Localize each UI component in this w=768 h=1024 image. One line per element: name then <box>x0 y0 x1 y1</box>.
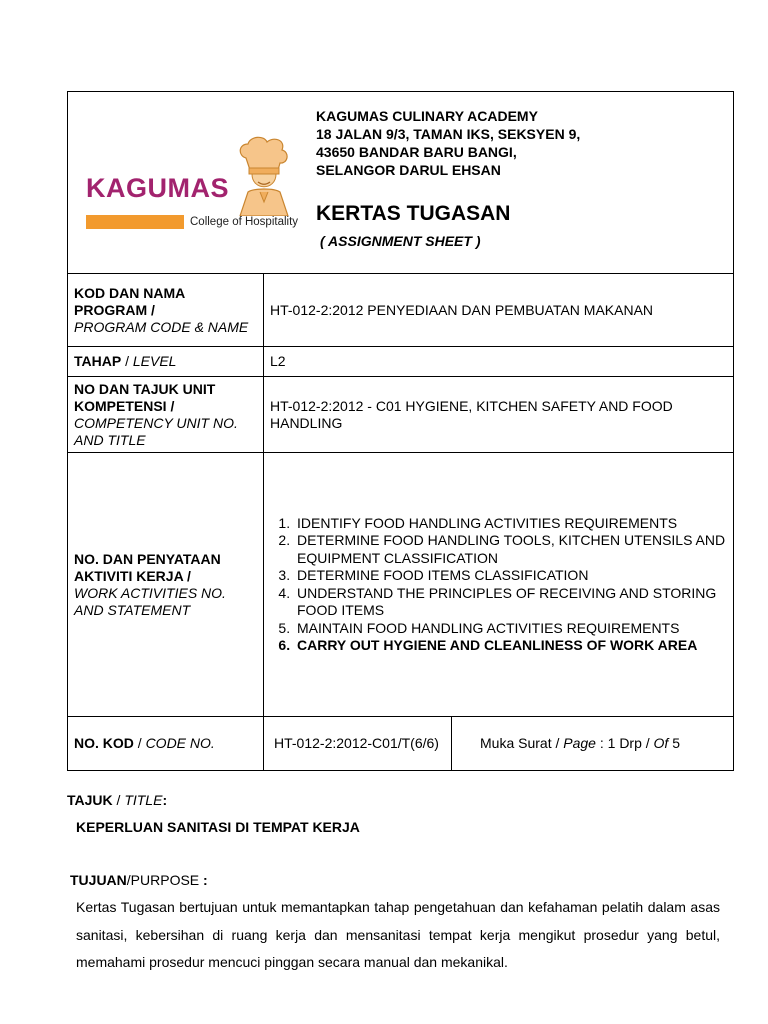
purpose-heading: TUJUAN/PURPOSE : <box>70 872 208 888</box>
assignment-title: KEPERLUAN SANITASI DI TEMPAT KERJA <box>76 819 360 835</box>
logo-wordmark: KAGUMAS <box>86 173 229 203</box>
level-label: TAHAP / LEVEL <box>68 347 264 377</box>
document-title: KERTAS TUGASAN <box>316 202 511 225</box>
kagumas-logo <box>86 142 299 232</box>
list-item: 6. CARRY OUT HYGIENE AND CLEANLINESS OF WORK AREA <box>294 637 727 655</box>
list-item: 5. MAINTAIN FOOD HANDLING ACTIVITIES REQUIREMENTS <box>294 620 727 638</box>
list-item: 4. UNDERSTAND THE PRINCIPLES OF RECEIVING AND STORING FOOD ITEMS <box>294 585 727 620</box>
level-value: L2 <box>264 347 734 377</box>
address-line: 18 JALAN 9/3, TAMAN IKS, SEKSYEN 9, <box>316 126 581 142</box>
unit-label: NO DAN TAJUK UNIT KOMPETENSI / COMPETENCY UNIT NO. AND TITLE <box>68 377 264 453</box>
address-line: 43650 BANDAR BARU BANGI, <box>316 144 517 160</box>
header-block <box>68 92 734 274</box>
activities-value <box>264 453 734 717</box>
logo-accent-bar <box>86 215 184 229</box>
page-number: Muka Surat / Page : 1 Drp / Of 5 <box>452 717 734 771</box>
document-subtitle: ( ASSIGNMENT SHEET ) <box>320 233 481 249</box>
list-item: 3. DETERMINE FOOD ITEMS CLASSIFICATION <box>294 567 727 585</box>
program-label: KOD DAN NAMA PROGRAM / PROGRAM CODE & NAME <box>68 274 264 347</box>
title-heading: TAJUK / TITLE: <box>67 792 168 808</box>
purpose-paragraph: Kertas Tugasan bertujuan untuk memantapkan tahap pengetahuan dan kefahaman pelatih dalam asas sanitasi, kebersihan di ruang kerja dan mensanitasi tempat kerja mengikut prosedur yang betul, memahami prosedur mencuci pinggan secara manual dan mekanikal. <box>76 899 720 970</box>
logo-tagline: College of Hospitality <box>190 216 299 228</box>
activities-label: NO. DAN PENYATAAN AKTIVITI KERJA / WORK ACTIVITIES NO. AND STATEMENT <box>68 453 264 717</box>
academy-address <box>316 107 580 179</box>
assignment-header-table <box>67 91 734 771</box>
unit-value: HT-012-2:2012 - C01 HYGIENE, KITCHEN SAFETY AND FOOD HANDLING <box>264 377 734 453</box>
list-item: 1. IDENTIFY FOOD HANDLING ACTIVITIES REQUIREMENTS <box>294 515 727 533</box>
address-line: SELANGOR DARUL EHSAN <box>316 162 501 178</box>
activities-list <box>270 515 727 655</box>
code-label: NO. KOD / CODE NO. <box>68 717 264 771</box>
list-item: 2. DETERMINE FOOD HANDLING TOOLS, KITCHEN UTENSILS AND EQUIPMENT CLASSIFICATION <box>294 532 727 567</box>
program-value: HT-012-2:2012 PENYEDIAAN DAN PEMBUATAN MAKANAN <box>264 274 734 347</box>
code-value: HT-012-2:2012-C01/T(6/6) <box>264 717 452 771</box>
chef-icon <box>234 136 294 216</box>
address-line: KAGUMAS CULINARY ACADEMY <box>316 108 538 124</box>
